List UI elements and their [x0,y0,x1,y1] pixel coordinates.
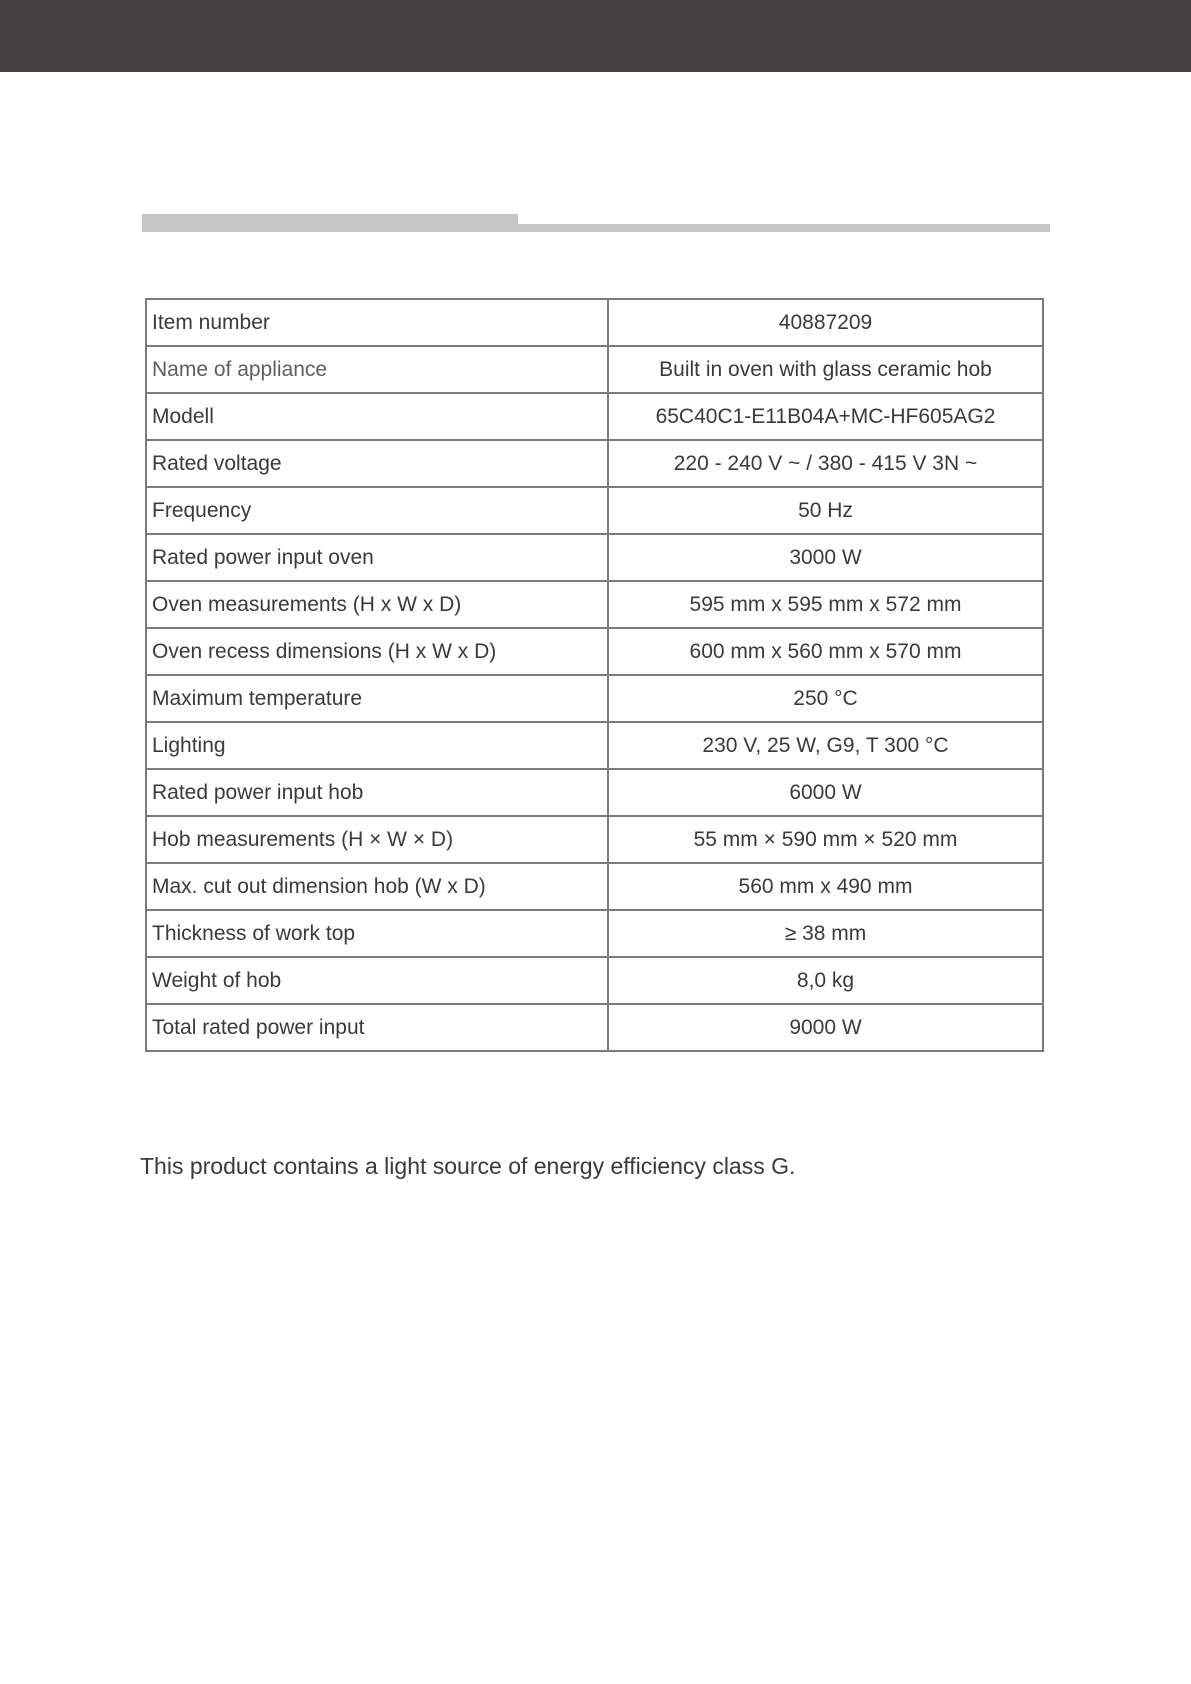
spec-value: 230 V, 25 W, G9, T 300 °C [608,722,1043,769]
spec-label: Oven recess dimensions (H x W x D) [146,628,608,675]
spec-label: Weight of hob [146,957,608,1004]
table-row [146,534,1043,581]
spec-value: 50 Hz [608,487,1043,534]
spec-label: Oven measurements (H x W x D) [146,581,608,628]
spec-label: Frequency [146,487,608,534]
table-row [146,910,1043,957]
spec-value: 220 - 240 V ~ / 380 - 415 V 3N ~ [608,440,1043,487]
spec-value: 8,0 kg [608,957,1043,1004]
table-row [146,628,1043,675]
table-row [146,346,1043,393]
table-row [146,440,1043,487]
spec-label: Rated voltage [146,440,608,487]
spec-value: 560 mm x 490 mm [608,863,1043,910]
spec-value: 3000 W [608,534,1043,581]
technical-specifications-table [145,298,1044,1052]
table-row [146,581,1043,628]
table-row [146,675,1043,722]
table-row [146,769,1043,816]
table-row [146,816,1043,863]
spec-value: 9000 W [608,1004,1043,1051]
table-row [146,1004,1043,1051]
table-row [146,487,1043,534]
header-bar [0,0,1191,72]
table-row [146,863,1043,910]
spec-label: Name of appliance [146,346,608,393]
spec-value: 55 mm × 590 mm × 520 mm [608,816,1043,863]
spec-value: 65C40C1-E11B04A+MC-HF605AG2 [608,393,1043,440]
spec-label: Rated power input oven [146,534,608,581]
spec-value: ≥ 38 mm [608,910,1043,957]
spec-value: 595 mm x 595 mm x 572 mm [608,581,1043,628]
spec-label: Max. cut out dimension hob (W x D) [146,863,608,910]
spec-label: Lighting [146,722,608,769]
spec-label: Modell [146,393,608,440]
spec-value: 250 °C [608,675,1043,722]
spec-label: Hob measurements (H × W × D) [146,816,608,863]
table-row [146,722,1043,769]
spec-value: Built in oven with glass ceramic hob [608,346,1043,393]
section-rule [142,224,1050,232]
spec-value: 40887209 [608,299,1043,346]
spec-value: 600 mm x 560 mm x 570 mm [608,628,1043,675]
spec-label: Total rated power input [146,1004,608,1051]
energy-class-note: This product contains a light source of energy efficiency class G. [140,1153,796,1179]
table-row [146,299,1043,346]
spec-label: Rated power input hob [146,769,608,816]
spec-label: Item number [146,299,608,346]
spec-value: 6000 W [608,769,1043,816]
table-row [146,957,1043,1004]
table-row [146,393,1043,440]
spec-label: Thickness of work top [146,910,608,957]
spec-label: Maximum temperature [146,675,608,722]
